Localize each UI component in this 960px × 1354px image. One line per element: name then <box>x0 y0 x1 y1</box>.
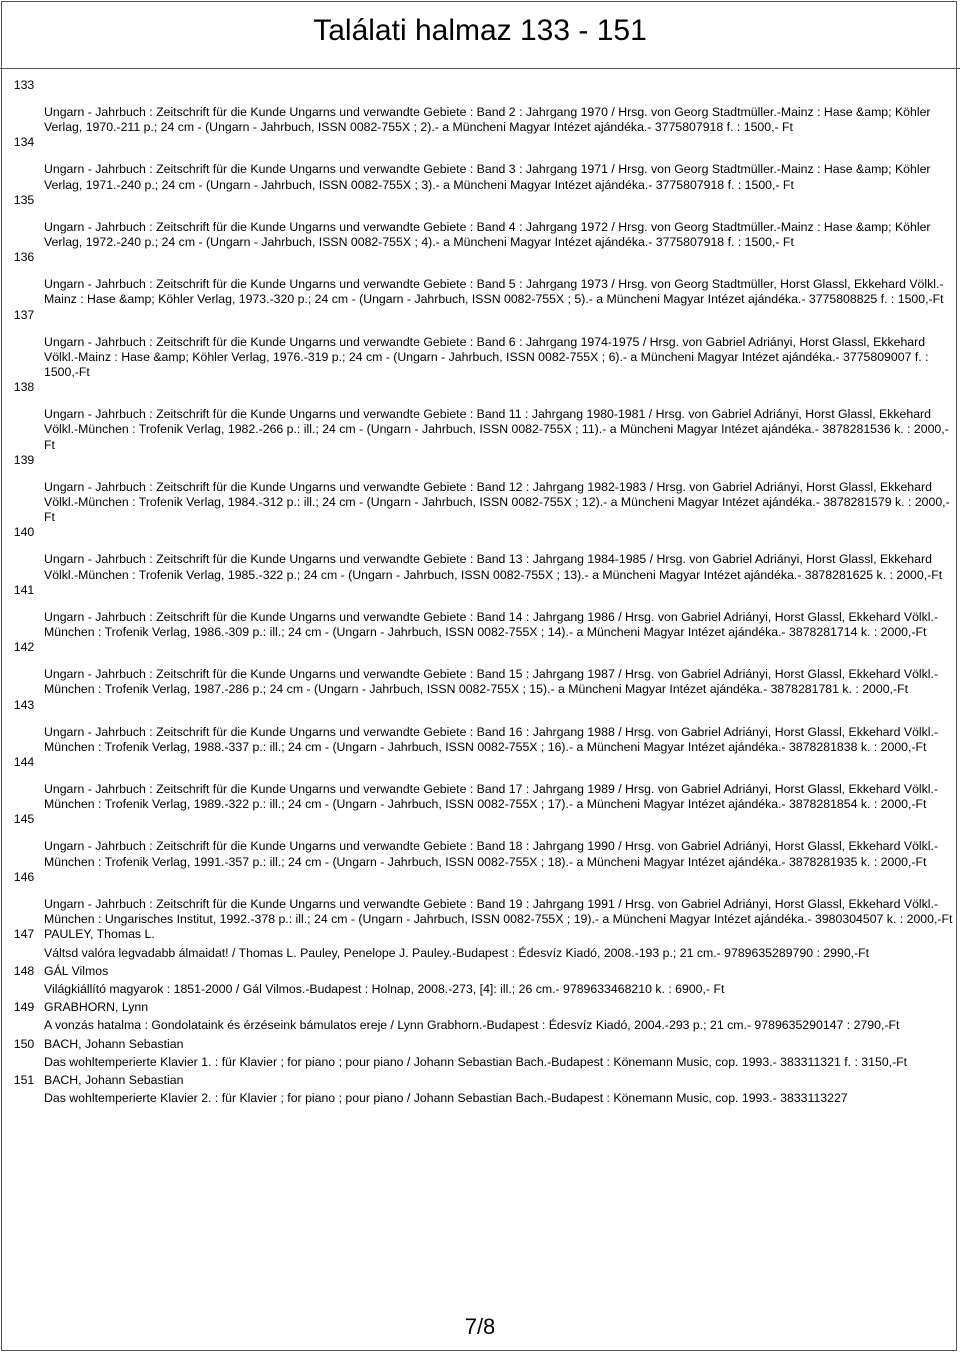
record-number: 148 <box>13 963 35 978</box>
record-number: 151 <box>13 1072 35 1087</box>
record-body: Váltsd valóra legvadabb álmaidat! / Thomas L. Pauley, Penelope J. Pauley.-Budapest : Édesvíz Kiadó, 2008.-193 p.; 21 cm.- 9789635289790 : 2990,-Ft <box>44 945 870 960</box>
record-body: Világkiállító magyarok : 1851-2000 / Gál Vilmos.-Budapest : Holnap, 2008.-273, [4]: ill.; 26 cm.- 9789633468210 k. : 6900,- Ft <box>44 981 725 996</box>
record-body: Ungarn - Jahrbuch : Zeitschrift für die Kunde Ungarns und verwandte Gebiete : Band 14 : Jahrgang 1986 / Hrsg. von Gabriel Adriányi, Horst Glassl, Ekkehard Völkl.-München : Trofenik Verlag, 1986.-309 p.: ill.; 24 cm - (Ungarn - Jahrbuch, ISSN 0082-755X ; 14).- a Müncheni Magyar Intézet ajándéka.- 3878281714 k. : 2000,-Ft <box>44 609 939 640</box>
record-143 <box>0 698 960 755</box>
record-number: 144 <box>13 755 35 770</box>
record-number: 138 <box>13 380 35 395</box>
record-body: Ungarn - Jahrbuch : Zeitschrift für die Kunde Ungarns und verwandte Gebiete : Band 3 : Jahrgang 1971 / Hrsg. von Georg Stadtmüller.-Mainz : Hase &amp; Köhler Verlag, 1971.-240 p.; 24 cm - (Ungarn - Jahrbuch, ISSN 0082-755X ; 3).- a Müncheni Magyar Intézet ajándéka.- 3775807918 f. : 1500,- Ft <box>44 162 931 192</box>
record-number: 141 <box>13 582 35 597</box>
record-heading <box>44 755 960 770</box>
record-body: Ungarn - Jahrbuch : Zeitschrift für die Kunde Ungarns und verwandte Gebiete : Band 17 : Jahrgang 1989 / Hrsg. von Gabriel Adriányi, Horst Glassl, Ekkehard Völkl.-München : Trofenik Verlag, 1989.-322 p.: ill.; 24 cm - (Ungarn - Jahrbuch, ISSN 0082-755X ; 17).- a Müncheni Magyar Intézet ajándéka.- 3878281854 k. : 2000,-Ft <box>44 782 939 812</box>
page-title: Találati halmaz 133 - 151 <box>313 14 647 47</box>
record-148 <box>0 964 960 1000</box>
record-heading: BACH, Johann Sebastian <box>44 1072 184 1087</box>
record-number: 147 <box>13 927 35 942</box>
record-147 <box>0 927 960 963</box>
record-heading: BACH, Johann Sebastian <box>44 1036 184 1051</box>
record-150 <box>0 1037 960 1073</box>
page-number: 7/8 <box>464 1314 496 1339</box>
record-136 <box>0 250 960 307</box>
record-heading: PAULEY, Thomas L. <box>44 927 155 942</box>
record-body: Ungarn - Jahrbuch : Zeitschrift für die Kunde Ungarns und verwandte Gebiete : Band 12 : Jahrgang 1982-1983 / Hrsg. von Gabriel Adriányi, Horst Glassl, Ekkehard Völkl.-München : Trofenik Verlag, 1984.-312 p.: ill.; 24 cm - (Ungarn - Jahrbuch, ISSN 0082-755X ; 12).- a Müncheni Magyar Intézet ajándéka.- 3878281579 k. : 2000,-Ft <box>44 479 950 525</box>
record-body: Ungarn - Jahrbuch : Zeitschrift für die Kunde Ungarns und verwandte Gebiete : Band 18 : Jahrgang 1990 / Hrsg. von Gabriel Adriányi, Horst Glassl, Ekkehard Völkl.-München : Trofenik Verlag, 1991.-357 p.: ill.; 24 cm - (Ungarn - Jahrbuch, ISSN 0082-755X ; 18).- a Müncheni Magyar Intézet ajándéka.- 3878281935 k. : 2000,-Ft <box>44 839 939 869</box>
record-number: 137 <box>13 307 35 322</box>
record-heading <box>44 135 960 150</box>
record-number: 136 <box>13 250 35 265</box>
record-heading: GRABHORN, Lynn <box>44 1000 149 1015</box>
record-137 <box>0 308 960 381</box>
record-141 <box>0 583 960 640</box>
record-heading <box>44 78 960 93</box>
record-body: Das wohltemperierte Klavier 2. : für Klavier ; for piano ; pour piano / Johann Sebastian Bach.-Budapest : Könemann Music, cop. 1993.- 3833113227 <box>44 1091 848 1106</box>
record-number: 133 <box>13 78 35 92</box>
record-number: 146 <box>13 869 35 884</box>
record-144 <box>0 755 960 812</box>
record-140 <box>0 525 960 582</box>
record-body: A vonzás hatalma : Gondolataink és érzéseink bámulatos ereje / Lynn Grabhorn.-Budapest : Édesvíz Kiadó, 2004.-293 p.; 21 cm.- 9789635290147 : 2790,-Ft <box>44 1018 900 1033</box>
record-138 <box>0 380 960 453</box>
record-body: Das wohltemperierte Klavier 1. : für Klavier ; for piano ; pour piano / Johann Sebastian Bach.-Budapest : Könemann Music, cop. 1993.- 383311321 f. : 3150,-Ft <box>44 1054 908 1069</box>
record-heading <box>44 640 960 655</box>
record-heading: GÁL Vilmos <box>44 963 109 978</box>
record-139 <box>0 453 960 526</box>
record-146 <box>0 870 960 927</box>
records-list <box>0 69 960 1109</box>
record-body: Ungarn - Jahrbuch : Zeitschrift für die Kunde Ungarns und verwandte Gebiete : Band 13 : Jahrgang 1984-1985 / Hrsg. von Gabriel Adriányi, Horst Glassl, Ekkehard Völkl.-München : Trofenik Verlag, 1985.-322 p.; 24 cm - (Ungarn - Jahrbuch, ISSN 0082-755X ; 13).- a Müncheni Magyar Intézet ajándéka.- 3878281625 k. : 2000,-Ft <box>44 552 943 582</box>
record-body: Ungarn - Jahrbuch : Zeitschrift für die Kunde Ungarns und verwandte Gebiete : Band 6 : Jahrgang 1974-1975 / Hrsg. von Gabriel Adriányi, Horst Glassl, Ekkehard Völkl.-Mainz : Hase &amp; Köhler Verlag, 1976.-319 p.; 24 cm - (Ungarn - Jahrbuch, ISSN 0082-755X ; 6).- a Müncheni Magyar Intézet ajándéka.- 3775809007 f. : 1500,-Ft <box>44 334 929 380</box>
record-body: Ungarn - Jahrbuch : Zeitschrift für die Kunde Ungarns und verwandte Gebiete : Band 5 : Jahrgang 1973 / Hrsg. von Georg Stadtmüller, Horst Glassl, Ekkehard Völkl.-Mainz : Hase &amp; Köhler Verlag, 1973.-320 p.; 24 cm - (Ungarn - Jahrbuch, ISSN 0082-755X ; 5).- a Müncheni Magyar Intézet ajándéka.- 3775808825 f. : 1500,-Ft <box>44 277 944 307</box>
record-body: Ungarn - Jahrbuch : Zeitschrift für die Kunde Ungarns und verwandte Gebiete : Band 4 : Jahrgang 1972 / Hrsg. von Georg Stadtmüller.-Mainz : Hase &amp; Köhler Verlag, 1972.-240 p.; 24 cm - (Ungarn - Jahrbuch, ISSN 0082-755X ; 4).- a Müncheni Magyar Intézet ajándéka.- 3775807918 f. : 1500,- Ft <box>44 219 931 250</box>
record-142 <box>0 640 960 697</box>
record-135 <box>0 193 960 250</box>
record-body: Ungarn - Jahrbuch : Zeitschrift für die Kunde Ungarns und verwandte Gebiete : Band 19 : Jahrgang 1991 / Hrsg. von Gabriel Adriányi, Horst Glassl, Ekkehard Völkl.-München : Ungarisches Institut, 1992.-378 p.: ill.; 24 cm - (Ungarn - Jahrbuch, ISSN 0082-755X ; 19).- a Müncheni Magyar Intézet ajándéka.- 3980304507 k. : 2000,-Ft <box>44 896 953 927</box>
record-number: 142 <box>13 640 35 655</box>
record-body: Ungarn - Jahrbuch : Zeitschrift für die Kunde Ungarns und verwandte Gebiete : Band 11 : Jahrgang 1980-1981 / Hrsg. von Gabriel Adriányi, Horst Glassl, Ekkehard Völkl.-München : Trofenik Verlag, 1982.-266 p.: ill.; 24 cm - (Ungarn - Jahrbuch, ISSN 0082-755X ; 11).- a Müncheni Magyar Intézet ajándéka.- 3878281536 k. : 2000,-Ft <box>44 407 949 452</box>
record-heading <box>44 380 960 395</box>
record-134 <box>0 135 960 192</box>
record-heading <box>44 812 960 827</box>
record-133 <box>0 78 960 135</box>
record-number: 140 <box>13 525 35 540</box>
record-number: 145 <box>13 812 35 827</box>
record-body: Ungarn - Jahrbuch : Zeitschrift für die Kunde Ungarns und verwandte Gebiete : Band 16 : Jahrgang 1988 / Hrsg. von Gabriel Adriányi, Horst Glassl, Ekkehard Völkl.-München : Trofenik Verlag, 1988.-337 p.: ill.; 24 cm - (Ungarn - Jahrbuch, ISSN 0082-755X ; 16).- a Müncheni Magyar Intézet ajándéka.- 3878281838 k. : 2000,-Ft <box>44 724 939 754</box>
record-number: 143 <box>13 697 35 712</box>
record-149 <box>0 1000 960 1036</box>
record-body: Ungarn - Jahrbuch : Zeitschrift für die Kunde Ungarns und verwandte Gebiete : Band 2 : Jahrgang 1970 / Hrsg. von Georg Stadtmüller.-Mainz : Hase &amp; Köhler Verlag, 1970.-211 p.; 24 cm - (Ungarn - Jahrbuch, ISSN 0082-755X ; 2).- a Müncheni Magyar Intézet ajándéka.- 3775807918 f. : 1500,- Ft <box>44 105 931 135</box>
record-heading <box>44 870 960 885</box>
record-body: Ungarn - Jahrbuch : Zeitschrift für die Kunde Ungarns und verwandte Gebiete : Band 15 : Jahrgang 1987 / Hrsg. von Gabriel Adriányi, Horst Glassl, Ekkehard Völkl.-München : Trofenik Verlag, 1987.-286 p.; 24 cm - (Ungarn - Jahrbuch, ISSN 0082-755X ; 15).- a Müncheni Magyar Intézet ajándéka.- 3878281781 k. : 2000,-Ft <box>44 667 939 697</box>
record-heading <box>44 193 960 208</box>
record-number: 135 <box>13 192 35 207</box>
record-number: 150 <box>13 1036 35 1051</box>
record-number: 134 <box>13 135 35 150</box>
record-151 <box>0 1073 960 1109</box>
record-heading <box>44 698 960 713</box>
record-heading <box>44 308 960 323</box>
record-145 <box>0 812 960 869</box>
record-number: 139 <box>13 452 35 467</box>
record-heading <box>44 583 960 598</box>
record-heading <box>44 250 960 265</box>
record-number: 149 <box>13 1000 35 1015</box>
record-heading <box>44 525 960 540</box>
record-heading <box>44 453 960 468</box>
